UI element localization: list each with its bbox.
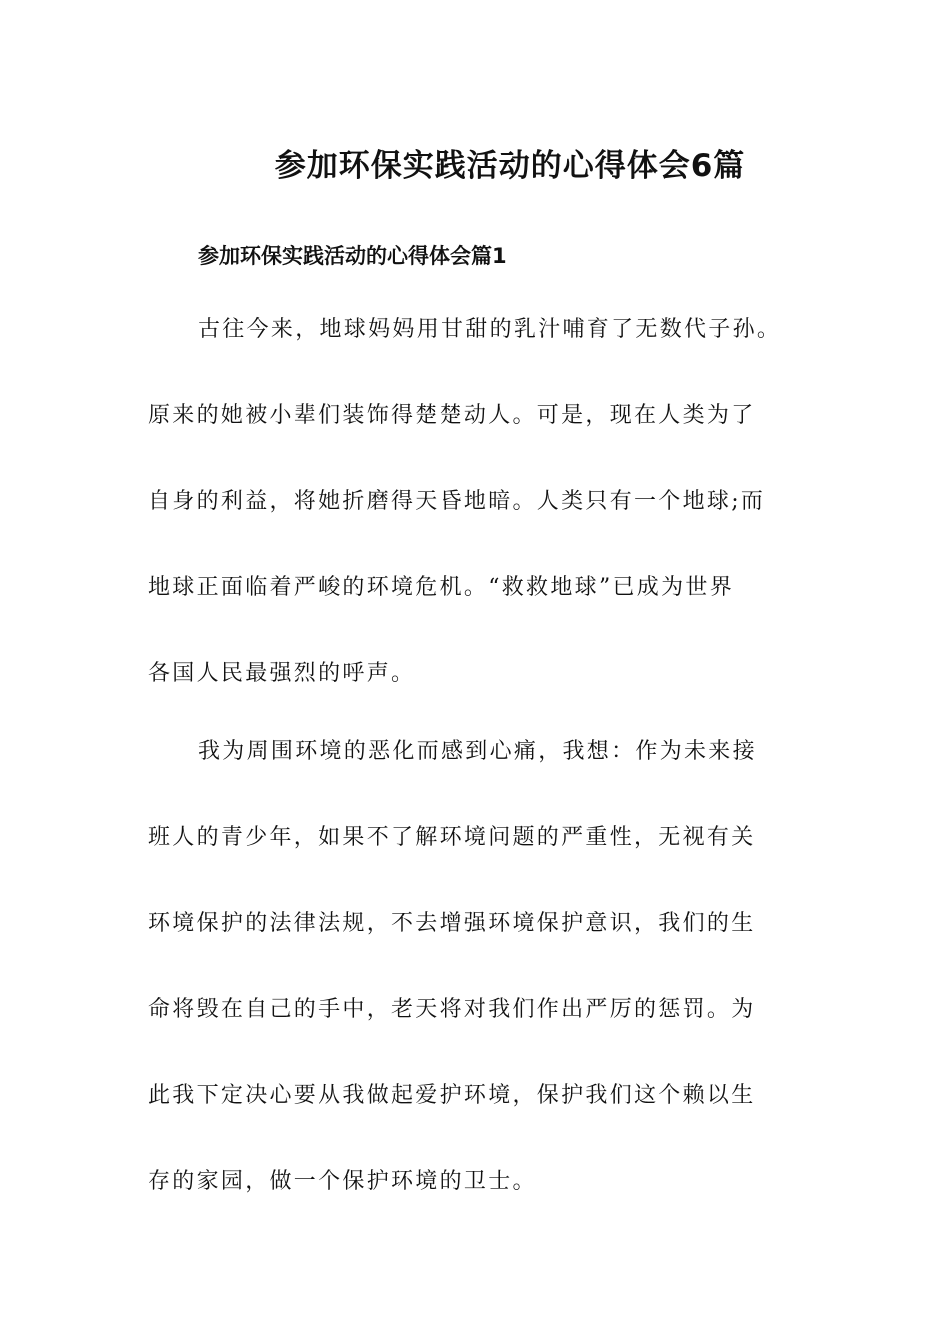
paragraph-line: 原来的她被小辈们装饰得楚楚动人。可是，现在人类为了: [148, 403, 756, 428]
paragraph-line: 环境保护的法律法规，不去增强环境保护意识，我们的生: [148, 911, 756, 936]
paragraph-line: 自身的利益，将她折磨得天昏地暗。人类只有一个地球;而: [148, 489, 766, 514]
paragraph-line: 地球正面临着严峻的环境危机。“救救地球”已成为世界: [148, 575, 734, 600]
paragraph-line: 存的家园，做一个保护环境的卫士。: [148, 1169, 537, 1194]
paragraph-line: 此我下定决心要从我做起爱护环境，保护我们这个赖以生: [148, 1083, 756, 1108]
paragraph-line: 古往今来，地球妈妈用甘甜的乳汁哺育了无数代子孙。: [198, 317, 782, 342]
section-heading: 参加环保实践活动的心得体会篇1: [198, 244, 507, 268]
document-title: 参加环保实践活动的心得体会6篇: [274, 148, 746, 184]
paragraph-line: 各国人民最强烈的呼声。: [148, 661, 416, 686]
paragraph-line: 班人的青少年，如果不了解环境问题的严重性，无视有关: [148, 825, 756, 850]
paragraph-line: 命将毁在自己的手中，老天将对我们作出严厉的惩罚。为: [148, 997, 756, 1022]
paragraph-line: 我为周围环境的恶化而感到心痛，我想：作为未来接: [198, 739, 757, 764]
